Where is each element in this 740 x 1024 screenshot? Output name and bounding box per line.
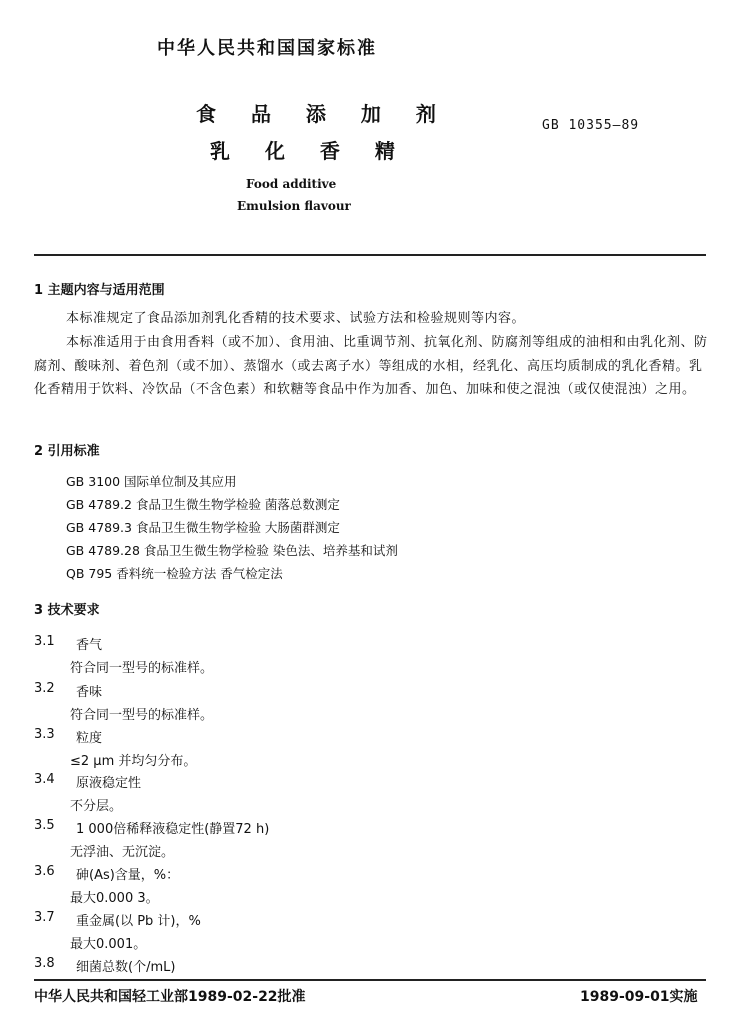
clause-body: 最大0.000 3。: [70, 891, 159, 906]
clause-body: 最大0.001。: [70, 937, 147, 952]
approval-statement: 中华人民共和国轻工业部1989-02-22批准: [34, 989, 306, 1005]
clause-number: 3.2: [34, 681, 55, 696]
clause-number: 3.4: [34, 772, 55, 787]
clause-number: 3.1: [34, 634, 55, 649]
clause-title: 香味: [76, 685, 103, 700]
clause-body: 无浮油、无沉淀。: [70, 845, 175, 860]
section-1-heading: 1 主题内容与适用范围: [34, 283, 165, 298]
reference-item: GB 4789.28 食品卫生微生物学检验 染色法、培养基和试剂: [66, 543, 398, 558]
reference-item: GB 4789.2 食品卫生微生物学检验 菌落总数测定: [66, 497, 340, 512]
clause-number: 3.5: [34, 818, 55, 833]
issuing-authority: 中华人民共和国国家标准: [157, 38, 377, 59]
clause-body: 不分层。: [70, 799, 123, 814]
clause-title: 重金属(以 Pb 计)，%: [76, 914, 201, 929]
clause-title: 砷(As)含量，%：: [76, 868, 180, 883]
clause-body: 符合同一型号的标准样。: [70, 661, 214, 676]
reference-item: GB 3100 国际单位制及其应用: [66, 474, 237, 489]
clause-number: 3.6: [34, 864, 55, 879]
reference-item: GB 4789.3 食品卫生微生物学检验 大肠菌群测定: [66, 520, 340, 535]
clause-title: 粒度: [76, 731, 103, 746]
clause-number: 3.3: [34, 727, 55, 742]
clause-number: 3.8: [34, 956, 55, 971]
clause-title: 原液稳定性: [76, 776, 142, 791]
section-3-heading: 3 技术要求: [34, 603, 100, 618]
clause-number: 3.7: [34, 910, 55, 925]
reference-item: QB 795 香料统一检验方法 香气检定法: [66, 566, 283, 581]
section-1-paragraph-2: 本标准适用于由食用香料（或不加）、食用油、比重调节剂、抗氧化剂、防腐剂等组成的油相和由乳化剂、防腐剂、酸味剂、着色剂（或不加）、蒸馏水（或去离子水）等组成的水相，经乳化、高压均质制成的乳化香精。乳化香精用于饮料、冷饮品（不含色素）和软糖等食品中作为加香、加色、加味和使之混浊（或仅使混浊）之用。: [34, 335, 708, 397]
header-divider: [34, 254, 706, 256]
standard-code: GB 10355—89: [542, 118, 640, 133]
english-title-line-2: Emulsion flavour: [237, 199, 351, 213]
section-2-heading: 2 引用标准: [34, 444, 100, 459]
section-1-paragraph-1: 本标准规定了食品添加剂乳化香精的技术要求、试验方法和检验规则等内容。: [66, 311, 526, 326]
clause-body: 符合同一型号的标准样。: [70, 708, 214, 723]
standard-title-line-1: 食 品 添 加 剂: [196, 102, 450, 126]
standard-title-line-2: 乳 化 香 精: [210, 139, 409, 163]
clause-title: 1 000倍稀释液稳定性(静置72 h): [76, 822, 270, 837]
footer-divider: [34, 979, 706, 981]
english-title-line-1: Food additive: [246, 177, 337, 191]
clause-title: 细菌总数(个/mL): [76, 960, 176, 975]
clause-title: 香气: [76, 638, 103, 653]
effective-date: 1989-09-01实施: [580, 989, 698, 1005]
clause-body: ≤2 μm 并均匀分布。: [70, 754, 197, 769]
